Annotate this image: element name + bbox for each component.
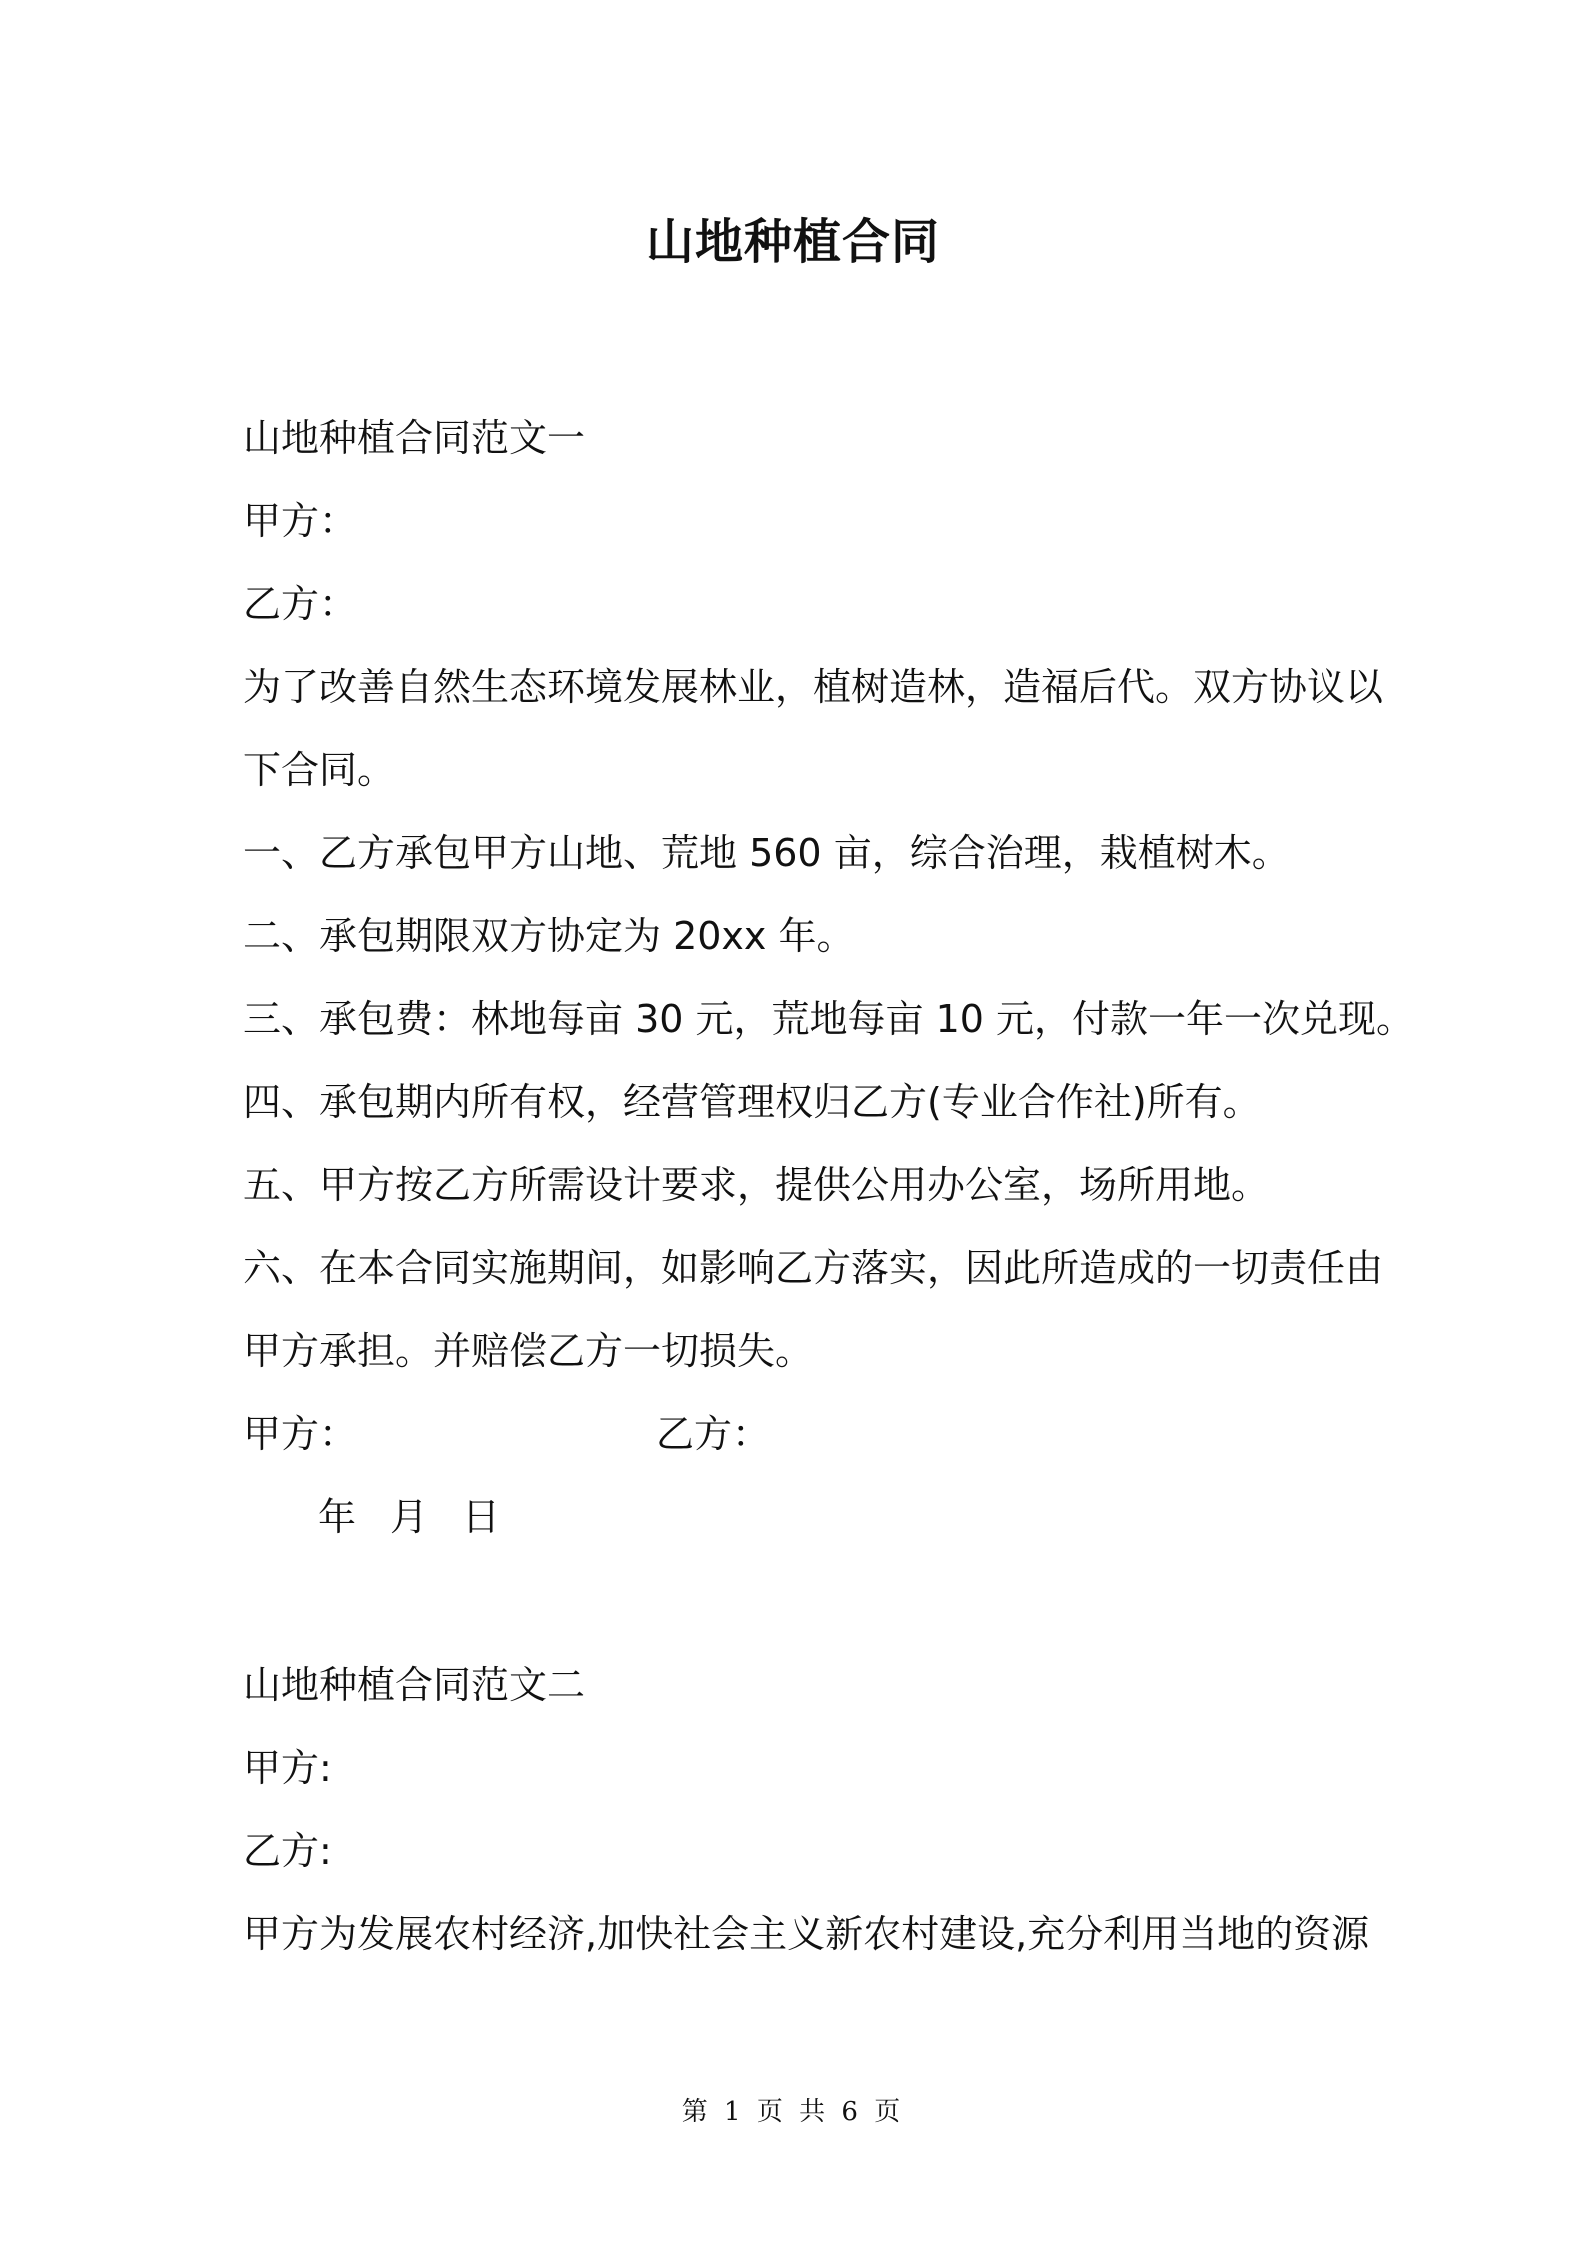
clause-5: 五、甲方按乙方所需设计要求，提供公用办公室，场所用地。 <box>243 1163 1270 1207</box>
section-heading-2: 山地种植合同范文二 <box>243 1663 586 1707</box>
date-day: 日 <box>462 1495 501 1539</box>
section-heading-1: 山地种植合同范文一 <box>243 416 586 460</box>
intro-paragraph-line-2: 下合同。 <box>243 748 396 792</box>
party-a-label: 甲方： <box>243 499 358 543</box>
section2-party-b-label: 乙方: <box>243 1829 332 1873</box>
date-year: 年 <box>318 1495 357 1539</box>
clause-4: 四、承包期内所有权，经营管理权归乙方(专业合作社)所有。 <box>243 1080 1261 1124</box>
clause-2: 二、承包期限双方协定为 20xx 年。 <box>243 914 855 958</box>
intro-paragraph-line-1: 为了改善自然生态环境发展林业，植树造林，造福后代。双方协议以 <box>243 665 1384 709</box>
signature-party-a: 甲方： <box>243 1412 358 1456</box>
section2-party-a-label: 甲方: <box>243 1746 332 1790</box>
date-row <box>318 1493 534 1541</box>
section2-intro-line-1: 甲方为发展农村经济,加快社会主义新农村建设,充分利用当地的资源 <box>243 1912 1370 1956</box>
clause-3: 三、承包费：林地每亩 30 元，荒地每亩 10 元，付款一年一次兑现。 <box>243 997 1415 1041</box>
signature-party-b: 乙方： <box>656 1412 771 1456</box>
clause-1: 一、乙方承包甲方山地、荒地 560 亩，综合治理，栽植树木。 <box>243 831 1290 875</box>
date-month: 月 <box>390 1495 429 1539</box>
clause-6-line-2: 甲方承担。并赔偿乙方一切损失。 <box>243 1329 814 1373</box>
party-b-label: 乙方： <box>243 582 358 626</box>
page-footer: 第 1 页 共 6 页 <box>681 2097 905 2127</box>
signature-row <box>243 1410 770 1458</box>
page-title: 山地种植合同 <box>645 214 940 270</box>
clause-6-line-1: 六、在本合同实施期间，如影响乙方落实，因此所造成的一切责任由 <box>243 1246 1384 1290</box>
